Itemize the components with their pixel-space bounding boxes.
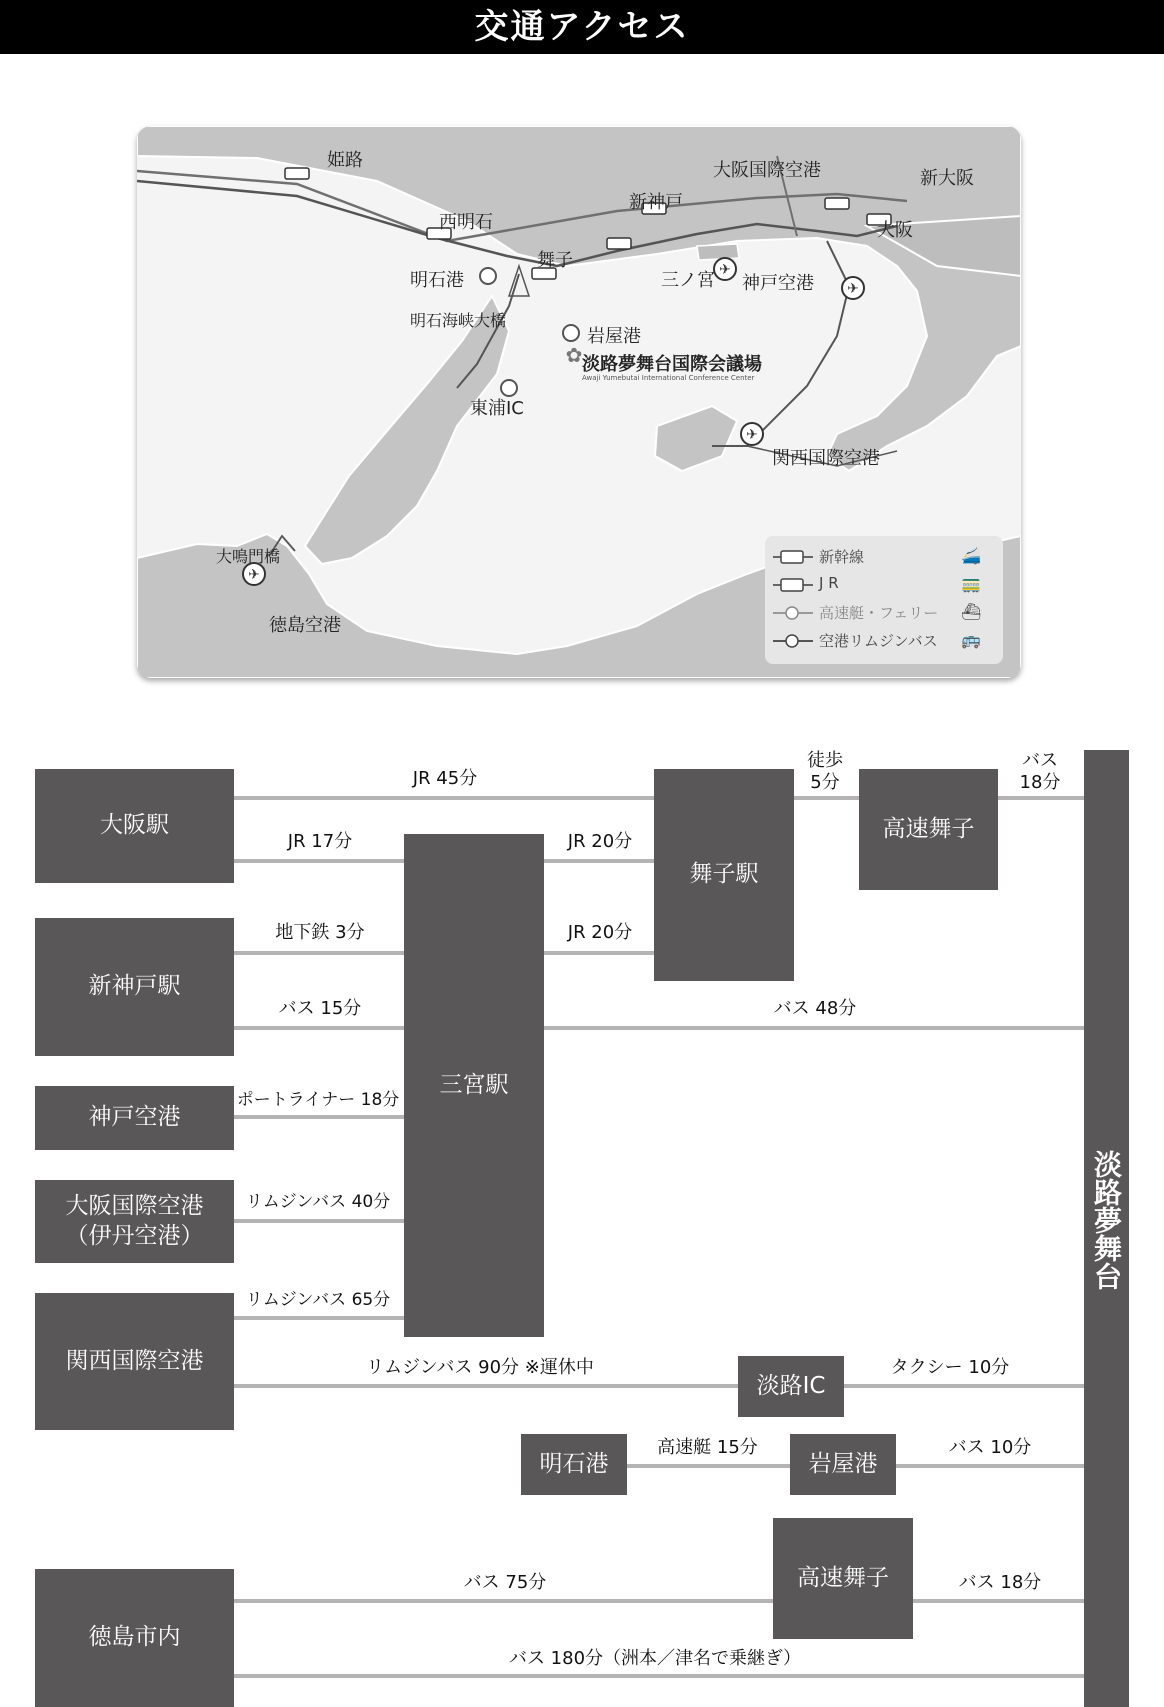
route-line-subway [232,951,406,955]
legend-airport-symbol [773,634,813,648]
map-label-shinosaka: 新大阪 [920,168,974,189]
time-sannomiya-maiko-2: JR 20分 [567,922,633,943]
map-label-akashi-bridge: 明石海峡大橋 [410,311,507,330]
time-osaka-maiko: JR 45分 [412,768,478,789]
map-label-venue-en: Awaji Yumebutai International Conference Center [582,374,755,382]
map-label-tokushima-airport: 徳島空港 [269,615,341,636]
station-sannomiya: 三宮駅 [404,834,544,1337]
station-tokushima: 徳島市内 [35,1569,234,1707]
destination-awaji-yumebutai [1084,750,1129,1707]
time-tokushima-bus180: バス 180分（洲本／津名で乗継ぎ） [508,1648,802,1669]
svg-text:✈: ✈ [719,262,731,278]
map-label-osaka: 大阪 [877,220,913,241]
route-line-walk [792,796,862,800]
time-sannomiya-maiko-1: JR 20分 [567,831,633,852]
svg-text:✿: ✿ [565,343,583,367]
station-kansai: 関西国際空港 [35,1293,234,1430]
route-line-sannomiya-bus48 [542,1026,1086,1030]
map-label-osaka-airport: 大阪国際空港 [713,160,821,181]
station-shinkobe: 新神戸駅 [35,918,234,1056]
station-itami [35,1180,234,1263]
legend-port-symbol [773,606,813,620]
route-line-iwaya-bus [896,1464,1086,1468]
time-taxi: タクシー 10分 [890,1357,1010,1378]
station-itami-name: 大阪国際空港 [65,1192,204,1219]
map-label-shinkobe: 新神戸 [629,192,683,213]
route-line-bus18-top [996,796,1086,800]
station-awaji-ic: 淡路IC [738,1356,844,1417]
route-line-tokushima-bus180 [232,1674,1086,1678]
route-line-itami-limo [232,1219,406,1223]
route-line-sannomiya-maiko-2 [542,951,656,955]
train-icon: 🚄 [961,546,981,565]
page-title: 交通アクセス [474,7,690,47]
time-bus18-label: バス [1022,750,1058,771]
access-map [137,126,1021,678]
station-iwaya-port: 岩屋港 [790,1434,896,1495]
map-label-venue: 淡路夢舞台国際会議場 [582,354,762,375]
time-itami-limo: リムジンバス 40分 [245,1192,391,1212]
svg-text:✈: ✈ [847,281,859,297]
map-label-sannomiya: 三ノ宮 [661,270,715,291]
time-jetfoil: 高速艇 15分 [657,1437,758,1458]
station-kosoku-maiko-top: 高速舞子 [859,769,998,890]
route-line-osaka-sannomiya [232,859,406,863]
route-line-portliner [232,1115,406,1119]
station-itami-alias: （伊丹空港） [65,1222,204,1249]
ship-icon: ⛴ [961,602,982,621]
time-portliner: ポートライナー 18分 [236,1090,400,1110]
route-line-taxi [842,1384,1086,1388]
time-iwaya-bus: バス 10分 [948,1437,1032,1458]
time-kansai-limo90: リムジンバス 90分 ※運休中 [366,1357,594,1378]
svg-text:✈: ✈ [746,427,758,443]
time-walk-minutes: 5分 [810,772,840,793]
time-bus18-minutes: 18分 [1019,772,1061,793]
svg-text:✈: ✈ [248,567,260,583]
map-label-maiko: 舞子 [537,250,573,271]
map-label-naruto-bridge: 大鳴門橋 [216,547,281,566]
destination-label: 淡路夢舞台 [1090,1150,1123,1290]
time-subway: 地下鉄 3分 [275,922,365,943]
time-kansai-limo65: リムジンバス 65分 [245,1290,391,1310]
map-label-kobe-airport: 神戸空港 [742,273,814,294]
time-walk-label: 徒歩 [807,750,843,771]
map-legend: 新幹線 🚄 J R 🚃 高速艇・フェリー ⛴ 空港リムジンバス 🚌 [765,536,1003,664]
station-akashi-port: 明石港 [521,1434,627,1495]
route-line-tokushima-bus75 [232,1599,775,1603]
legend-station-symbol [773,578,813,592]
station-osaka: 大阪駅 [35,769,234,883]
route-line-sannomiya-maiko-1 [542,859,656,863]
map-label-nishiakashi: 西明石 [439,212,493,233]
station-kosoku-maiko-bottom: 高速舞子 [773,1518,913,1639]
time-maiko-bus18: バス 18分 [958,1572,1042,1593]
route-line-shinkobe-bus [232,1026,406,1030]
legend-station-symbol [773,550,813,564]
route-line-osaka-maiko [232,796,656,800]
route-line-kansai-limo90 [232,1384,740,1388]
station-maiko: 舞子駅 [654,769,794,981]
time-sannomiya-bus48: バス 48分 [773,998,857,1019]
bus-icon: 🚌 [961,630,981,649]
time-shinkobe-bus: バス 15分 [278,998,362,1019]
station-kobe-airport: 神戸空港 [35,1086,234,1150]
map-label-iwaya-port: 岩屋港 [587,326,641,347]
jr-train-icon: 🚃 [961,574,981,593]
map-label-kansai-airport: 関西国際空港 [772,448,880,469]
route-line-kansai-limo65 [232,1316,406,1320]
map-label-higashiura-ic: 東浦IC [470,398,524,419]
page-header [0,0,1164,54]
time-osaka-sannomiya: JR 17分 [287,831,353,852]
map-label-himeji: 姫路 [327,150,363,171]
route-line-maiko-bus18 [912,1599,1086,1603]
route-line-jetfoil [625,1464,792,1468]
map-label-akashi-port: 明石港 [410,270,464,291]
time-tokushima-bus75: バス 75分 [463,1572,547,1593]
